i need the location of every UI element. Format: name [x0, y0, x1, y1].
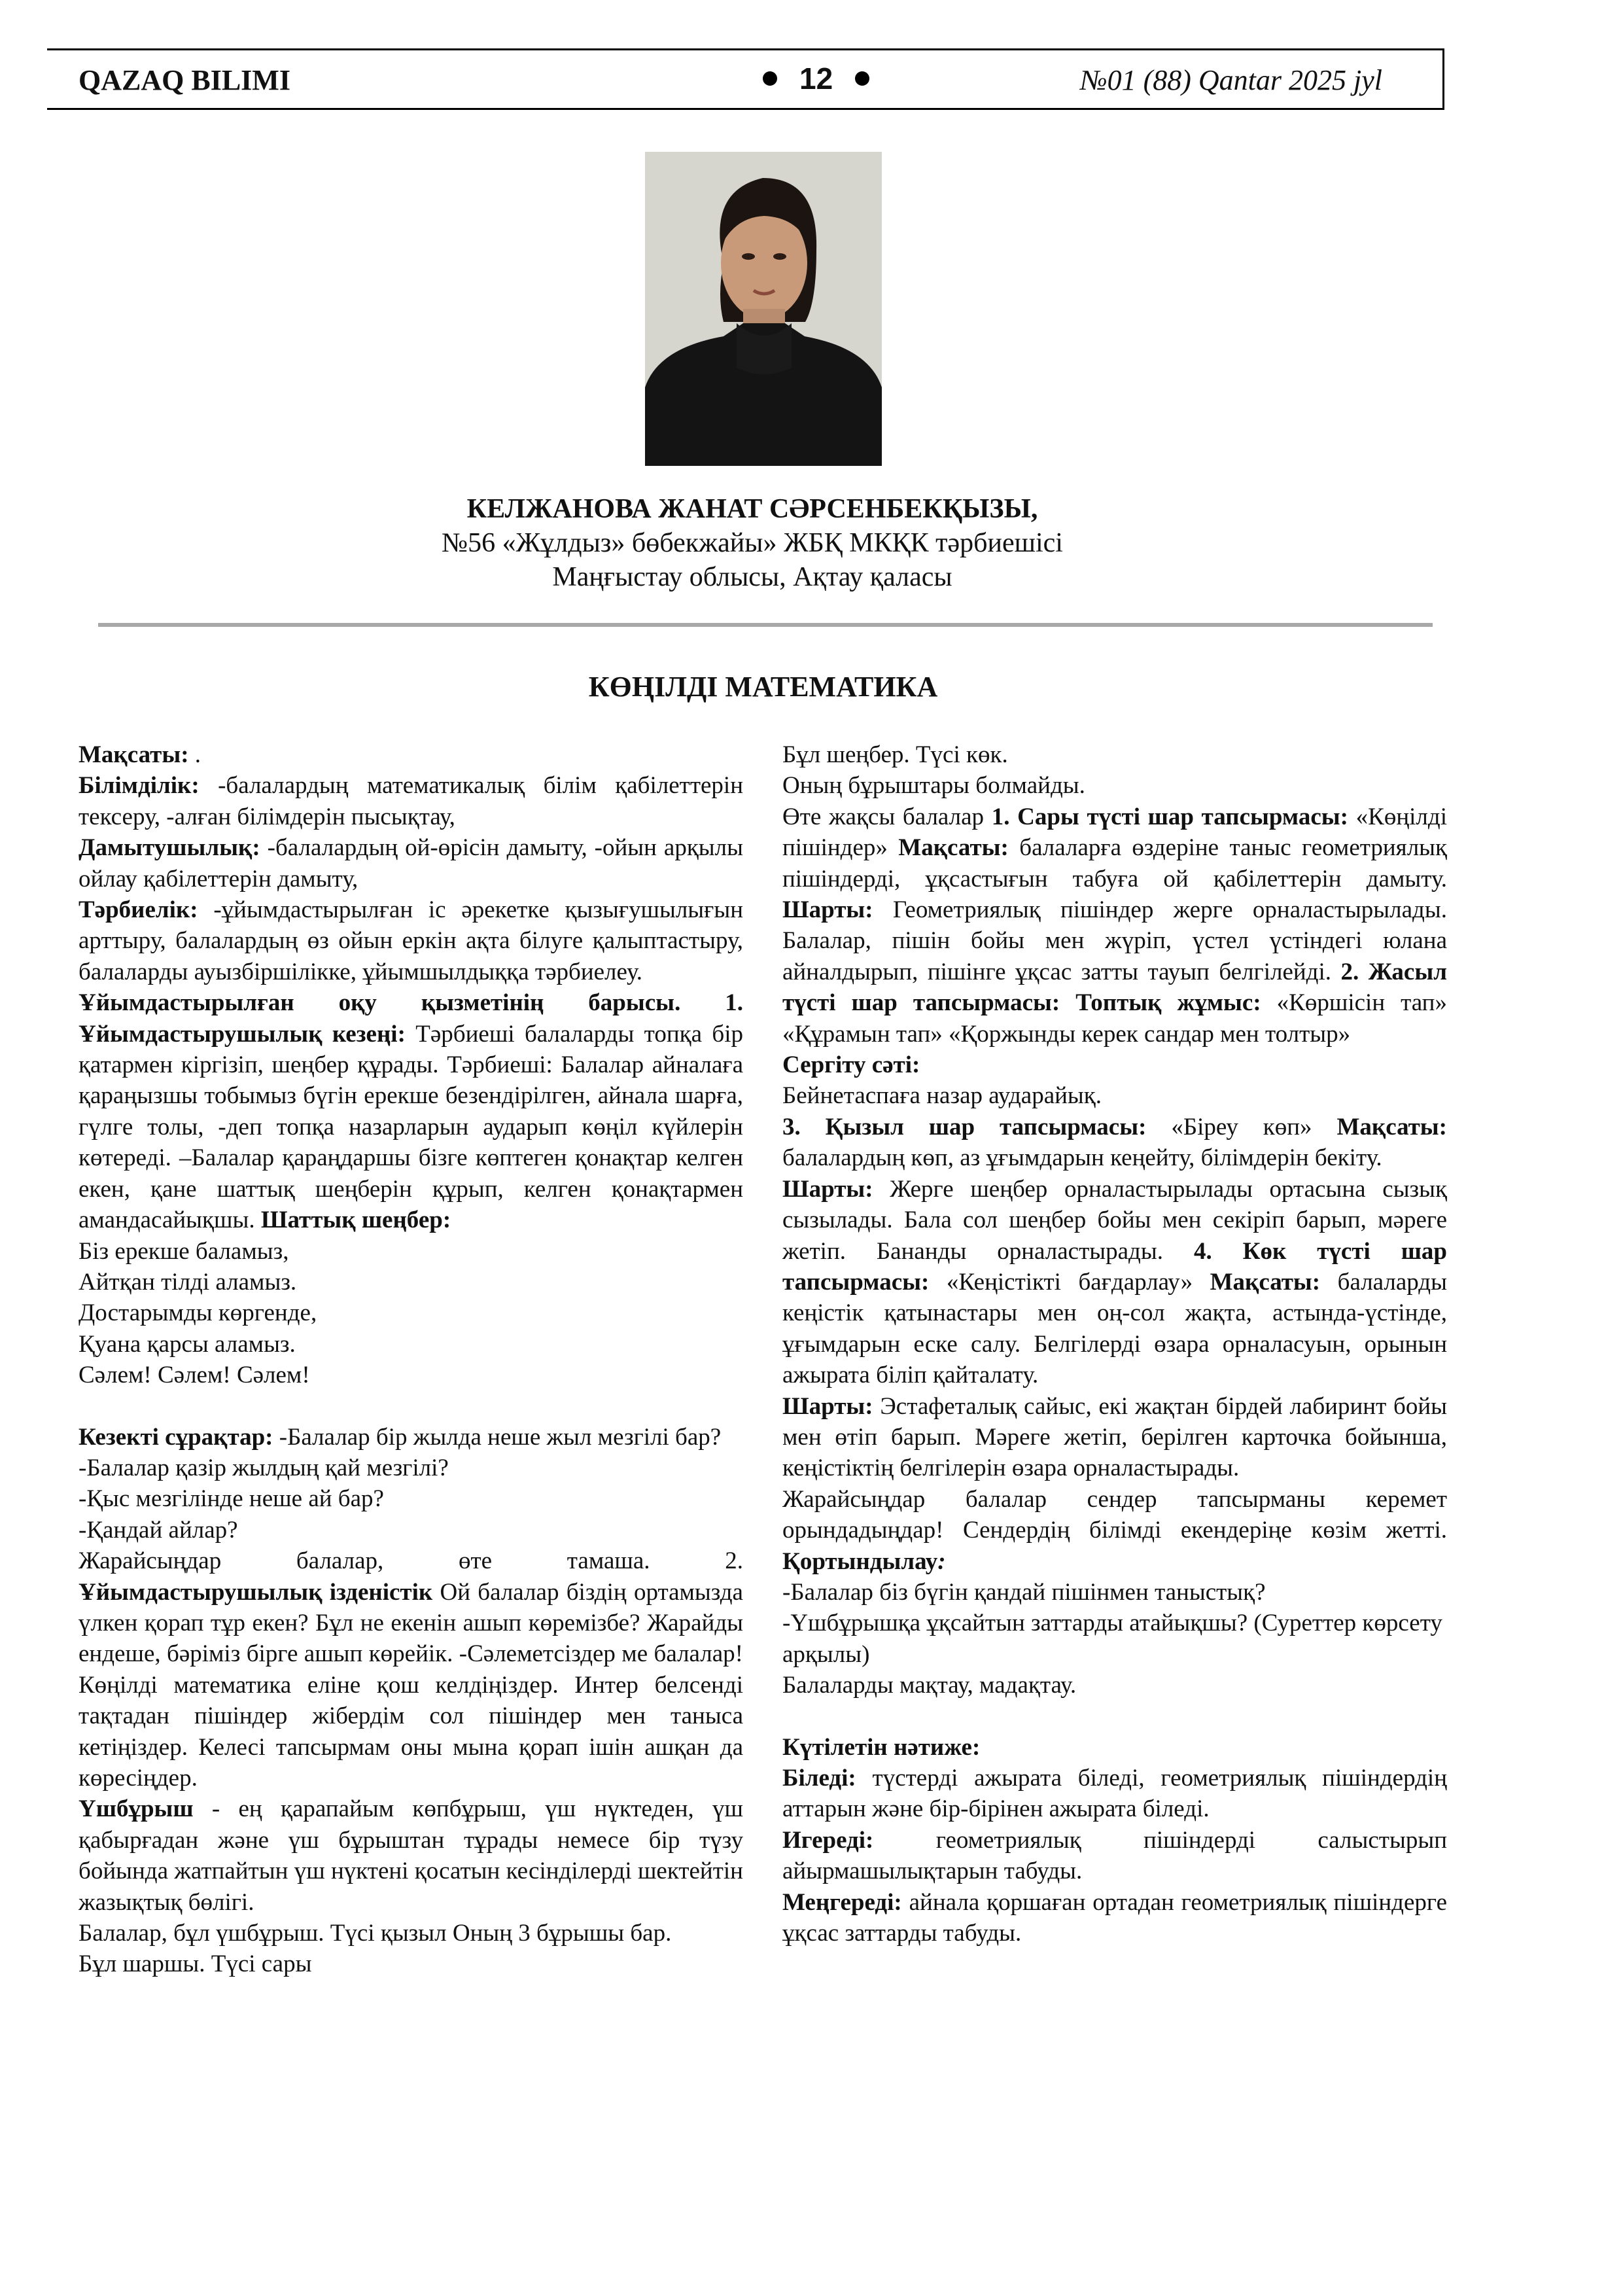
circle-line: Бұл шеңбер. Түсі көк.	[782, 741, 1008, 768]
text: Өте жақсы балалар	[782, 803, 992, 830]
upbringing-paragraph	[79, 894, 743, 987]
text: айнала қоршаған ортадан геометриялық пішіндерге ұқсас заттарды табуды.	[782, 1888, 1447, 1947]
text: балаларға өздеріне таныс геометриялық пішіндерді, ұқсастығын табуға ой қабілеттерін дамыту.	[782, 834, 1447, 892]
text: «Көршісін тап» «Құрамын тап» «Қоржынды керек сандар мен толтыр»	[782, 989, 1447, 1048]
article-title: КӨҢІЛДІ МАТЕМАТИКА	[588, 671, 938, 703]
search-stage-paragraph	[79, 1577, 743, 1794]
label: Шарты:	[782, 1175, 873, 1203]
summary-question: -Үшбұрышқа ұқсайтын заттарды атайықшы? (Суреттер көрсету арқылы)	[782, 1610, 1442, 1668]
text: -Балалар бір жылда неше жыл мезгілі бар?	[273, 1423, 722, 1451]
poem-line: Қуана қарсы аламыз.	[79, 1330, 296, 1358]
praise-line: Балаларды мақтау, мадақтау.	[782, 1672, 1077, 1699]
label: Дамытушылық:	[79, 834, 260, 862]
spacer	[782, 1701, 1447, 1732]
relay-paragraph	[782, 1391, 1447, 1484]
page-number-text: 12	[799, 62, 833, 96]
journal-name: QAZAQ BILIMI	[79, 64, 290, 96]
label: Біледі:	[782, 1765, 856, 1792]
bullet-icon	[763, 71, 777, 86]
label: 4. Көк түсті шар тапсырмасы:	[782, 1237, 1448, 1296]
text: -балалардың ой-өрісін дамыту, -ойын арқылы ойлау қабілеттерін дамыту,	[79, 834, 743, 892]
issue-info: №01 (88) Qantar 2025 jyl	[1080, 64, 1382, 96]
colon: :	[937, 1547, 946, 1575]
goal-paragraph	[79, 739, 743, 770]
text: .	[188, 741, 201, 768]
label: 2. Жасыл түсті шар тапсырмасы: Топтық жұмыс:	[782, 958, 1447, 1017]
masters-paragraph	[782, 1887, 1447, 1949]
red-task-paragraph	[782, 1112, 1447, 1174]
author-block	[0, 492, 1505, 594]
text: «Көңілді пішіндер»	[782, 803, 1448, 862]
label: Күтілетін нәтиже:	[782, 1733, 981, 1761]
text: Жерге шеңбер орналастырылады ортасына сызық сызылады. Бала сол шеңбер бойы мен секіріп барып, мәреге жетіп. Бананды орналастырады.	[782, 1175, 1447, 1265]
warmup-heading	[782, 1050, 1447, 1080]
conclusion-paragraph	[782, 1484, 1447, 1577]
label: Ұйымдастырылған оқу қызметінің барысы. 1. Ұйымдастырушылық кезеңі:	[79, 989, 743, 1048]
label: Меңгереді:	[782, 1888, 902, 1916]
label: Үшбұрыш	[79, 1795, 194, 1823]
label: Тәрбиелік:	[79, 896, 198, 924]
page-header	[47, 48, 1444, 110]
right-column	[782, 739, 1447, 1949]
label: Игереді:	[782, 1826, 874, 1854]
divider	[98, 623, 1433, 627]
educational-paragraph	[79, 770, 743, 832]
text: Эстафеталық сайыс, екі жақтан бірдей лабиринт бойы мен өтіп барып. Мәреге жетіп, берілген карточка бойынша, кеңістіктің белгілерін өзара орналастырады.	[782, 1392, 1447, 1482]
text: «Кеңістікті бағдарлау»	[929, 1268, 1210, 1296]
condition-paragraph	[782, 1174, 1447, 1391]
poem-line: Айтқан тілді аламыз.	[79, 1268, 297, 1296]
label: Білімділік:	[79, 772, 200, 800]
poem-line: Достарымды көргенде,	[79, 1299, 317, 1327]
text: түстерді ажырата біледі, геометриялық пішіндердің аттарын және бір-бірінен ажырата біледі.	[782, 1765, 1447, 1823]
portrait-image	[645, 152, 882, 466]
triangle-line: Балалар, бұл үшбұрыш. Түсі қызыл Оның 3 бұрышы бар.	[79, 1920, 672, 1947]
text: -балалардың математикалық білім қабілеттерін тексеру, -алған білімдерін пысықтау,	[79, 772, 743, 830]
text: балаларды кеңістік қатынастары мен оң-сол жақта, астында-үстінде, ұғымдарын еске салу. Белгілерді өзара орналасуын, орынын ажырата біліп қайталату.	[782, 1268, 1447, 1389]
author-position: №56 «Жұлдыз» бөбекжайы» ЖБҚ МКҚК тәрбиешісі	[442, 528, 1063, 558]
author-name: КЕЛЖАНОВА ЖАНАТ СӘРСЕНБЕКҚЫЗЫ,	[466, 494, 1038, 524]
text: Жарайсыңдар балалар сендер тапсырманы керемет орындадыңдар! Сендердің білімді екендеріңе көзім жетті.	[782, 1485, 1447, 1544]
circle-corners-line: Оның бұрыштары болмайды.	[782, 772, 1085, 800]
yellow-task-paragraph	[782, 802, 1447, 1050]
author-photo	[645, 152, 882, 466]
text: геометриялық пішіндерді салыстырып айырмашылықтарын табуды.	[782, 1826, 1447, 1885]
text: Геометриялық пішіндер жерге орналастырылады. Балалар, пішін бойы мен жүріп, үстел үстіндегі юлана айналдырып, пішінге ұқсас затты тауып белгілейді.	[782, 896, 1447, 985]
triangle-definition	[79, 1793, 743, 1918]
text: «Біреу көп»	[1146, 1113, 1337, 1140]
spacer	[79, 1391, 743, 1422]
question-line: -Балалар қазір жылдың қай мезгілі?	[79, 1454, 449, 1481]
label: Шаттық шеңбер:	[254, 1207, 451, 1234]
label: Кезекті сұрақтар:	[79, 1423, 273, 1451]
text: - ең қарапайым көпбұрыш, үш нүктеден, үш қабырғадан және үш бұрыштан тұрады немесе бір түзу бойында жатпайтын үш нүктені қосатын кесінділерді шектейтін жазықтық бөлігі.	[79, 1795, 743, 1916]
page-number	[741, 61, 892, 96]
label: Сергіту сәті:	[782, 1051, 920, 1079]
label: Мақсаты:	[898, 834, 1009, 862]
text: балалардың көп, аз ұғымдарын кеңейту, білімдерін бекіту.	[782, 1144, 1382, 1172]
label: 1. Сары түсті шар тапсырмасы:	[991, 803, 1349, 830]
praise-line: Жарайсыңдар балалар, өте тамаша. 2.	[79, 1547, 743, 1575]
label: Қортындылау	[782, 1547, 938, 1575]
square-line: Бұл шаршы. Түсі сары	[79, 1951, 312, 1978]
question-line: -Қандай айлар?	[79, 1516, 238, 1544]
label: Шарты:	[782, 1392, 873, 1420]
poem-line: Біз ерекше баламыз,	[79, 1237, 289, 1265]
label: 3. Қызыл шар тапсырмасы:	[782, 1113, 1147, 1140]
warmup-line: Бейнетаспаға назар аударайық.	[782, 1082, 1102, 1110]
acquires-paragraph	[782, 1825, 1447, 1887]
left-column	[79, 739, 743, 1980]
text: -ұйымдастырылған іс әрекетке қызығушылығын арттыру, балалардың өз ойын еркін ақта білуге қалыптастыру, балаларды ауызбіршілікке, ұйымшылдыққа тәрбиелеу.	[79, 896, 743, 985]
developmental-paragraph	[79, 832, 743, 894]
lesson-progress-paragraph	[79, 987, 743, 1235]
label: Ұйымдастырушылық ізденістік	[79, 1578, 433, 1606]
label: Мақсаты:	[1210, 1268, 1321, 1296]
author-location: Маңғыстау облысы, Ақтау қаласы	[552, 562, 952, 592]
label: Шарты:	[782, 896, 873, 924]
question-line: -Қыс мезгілінде неше ай бар?	[79, 1485, 384, 1513]
label: Мақсаты:	[1336, 1113, 1447, 1140]
questions-paragraph	[79, 1422, 743, 1453]
poem-line: Сәлем! Сәлем! Сәлем!	[79, 1362, 310, 1389]
text: Ой балалар біздің ортамызда үлкен қорап тұр екен? Бұл не екенін ашып көремізбе? Жарайды ендеше, бәріміз бірге ашып көрейік. -Сәлеметсіздер ме балалар! Көңілді математика еліне қош келдіңіздер. Интер белсенді тақтадан пішіндер жібердім сол пішіндер мен таныса кетіңіздер. Келесі тапсырмам оны мына қорап ішін ашқан да көресіңдер.	[79, 1578, 743, 1792]
summary-question: -Балалар біз бүгін қандай пішінмен таныстық?	[782, 1578, 1266, 1606]
bullet-icon	[855, 71, 869, 86]
text: Тәрбиеші балаларды топқа бір қатармен кіргізіп, шеңбер құрады. Тәрбиеші: Балалар айналаға қараңызшы тобымыз бүгін ерекше безендірілген, айнала шарға, гүлге толы, -деп топқа назарларын аударып көңіл күйлерін көтереді. –Балалар қараңдаршы бізге көптеген қонақтар келген екен, қане шаттық шеңберін құрып, келген қонақтармен амандасайықшы.	[79, 1020, 744, 1234]
knows-paragraph	[782, 1763, 1447, 1825]
label: Мақсаты:	[79, 741, 189, 768]
expected-result-heading	[782, 1732, 1447, 1763]
